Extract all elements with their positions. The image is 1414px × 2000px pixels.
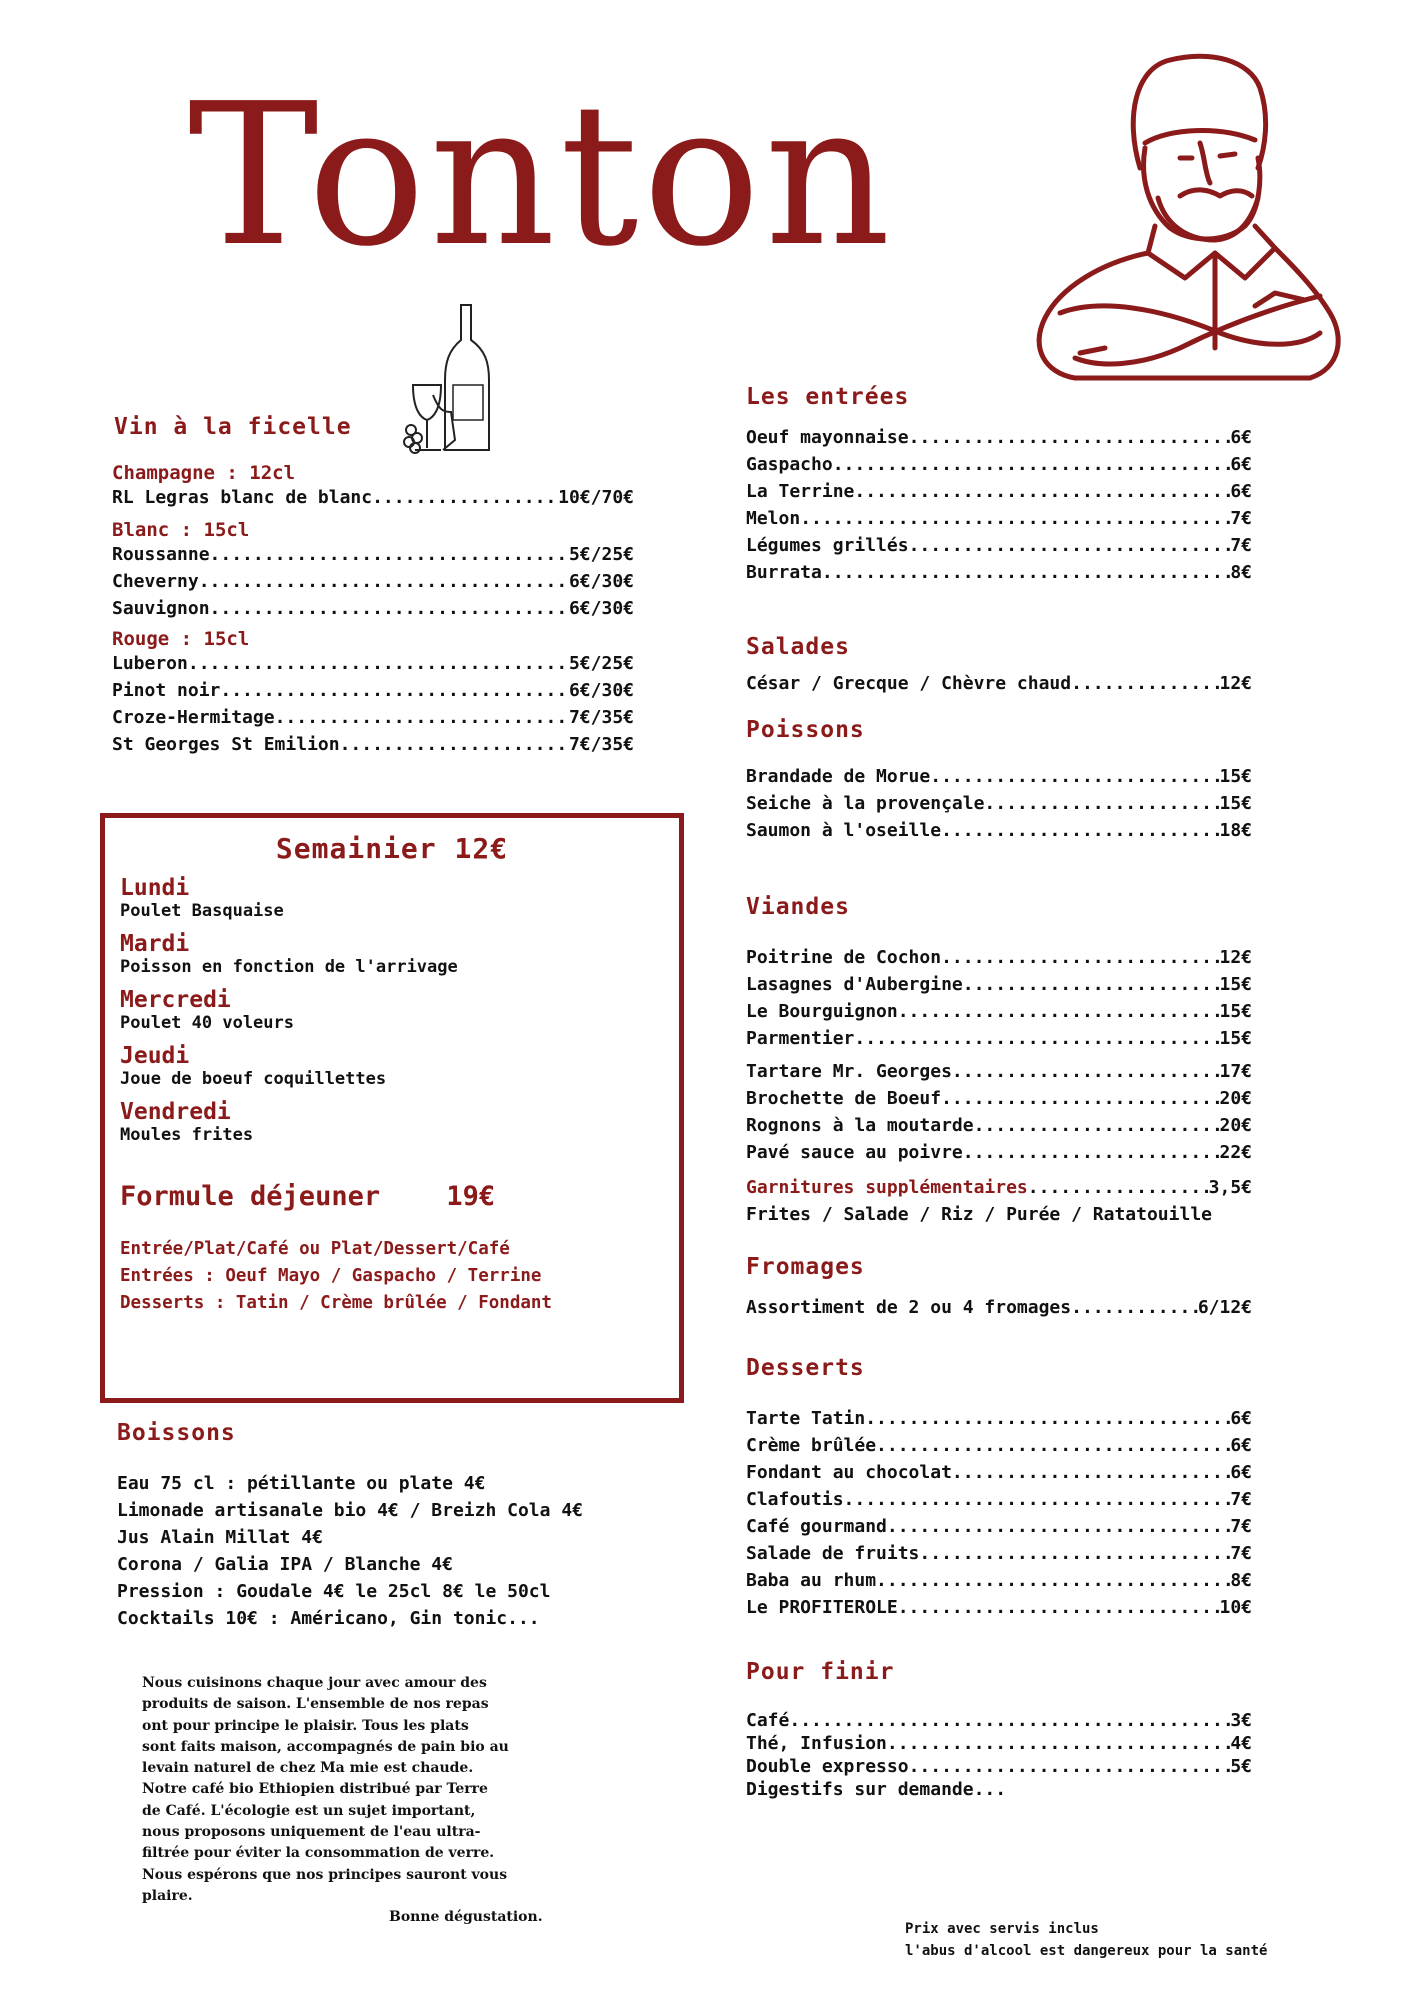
menu-item: Burrata ..... 8€ — [746, 559, 1252, 586]
formule-line: Entrée/Plat/Café ou Plat/Dessert/Café — [120, 1239, 510, 1259]
drink-line: Cocktails 10€ : Américano, Gin tonic... — [117, 1608, 540, 1629]
menu-item: Clafoutis ..... 7€ — [746, 1486, 1252, 1513]
section-title-viandes: Viandes — [746, 894, 850, 920]
menu-item: RL Legras blanc de blanc ..... 10€/70€ — [112, 484, 634, 511]
story-line: Nous cuisinons chaque jour avec amour des — [142, 1675, 487, 1691]
menu-item: Pavé sauce au poivre ..... 22€ — [746, 1139, 1252, 1166]
drink-line: Limonade artisanale bio 4€ / Breizh Cola 4€ — [117, 1500, 583, 1521]
menu-item: Le PROFITEROLE ..... 10€ — [746, 1594, 1252, 1621]
wine-category-blanc: Blanc : 15cl — [112, 519, 250, 541]
menu-item: Oeuf mayonnaise ..... 6€ — [746, 424, 1252, 451]
day-label: Mercredi — [120, 987, 231, 1013]
menu-item: Baba au rhum ..... 8€ — [746, 1567, 1252, 1594]
drink-line: Eau 75 cl : pétillante ou plate 4€ — [117, 1473, 486, 1494]
menu-item: St Georges St Emilion ..... 7€/35€ — [112, 731, 634, 758]
menu-item: La Terrine ..... 6€ — [746, 478, 1252, 505]
menu-item: Thé, Infusion ..... 4€ — [746, 1732, 1252, 1755]
wine-bottle-icon — [403, 300, 503, 460]
day-dish: Joue de boeuf coquillettes — [120, 1069, 387, 1089]
menu-item: Fondant au chocolat ..... 6€ — [746, 1459, 1252, 1486]
menu-item: Luberon ..... 5€/25€ — [112, 650, 634, 677]
menu-item: Rognons à la moutarde ..... 20€ — [746, 1112, 1252, 1139]
formule-heading — [120, 1181, 679, 1212]
menu-item: Gaspacho ..... 6€ — [746, 451, 1252, 478]
menu-item: Tartare Mr. Georges ..... 17€ — [746, 1058, 1252, 1085]
menu-item: Brandade de Morue ..... 15€ — [746, 763, 1252, 790]
formule-price: 19€ — [446, 1181, 496, 1212]
restaurant-title: Tonton — [188, 62, 895, 290]
story-line: sont faits maison, accompagnés de pain bio au — [142, 1738, 509, 1755]
menu-item: Seiche à la provençale ..... 15€ — [746, 790, 1252, 817]
story-line: de Café. L'écologie est un sujet important, — [142, 1802, 476, 1819]
drink-line: Corona / Galia IPA / Blanche 4€ — [117, 1554, 453, 1575]
story-line: produits de saison. L'ensemble de nos repas — [142, 1696, 489, 1713]
footer-line: l'abus d'alcool est dangereux pour la santé — [905, 1943, 1268, 1959]
menu-item: Sauvignon ..... 6€/30€ — [112, 595, 634, 622]
story-line: levain naturel de chez Ma mie est chaude. — [142, 1760, 474, 1777]
drink-line: Jus Alain Millat 4€ — [117, 1527, 323, 1548]
drink-line: Pression : Goudale 4€ le 25cl 8€ le 50cl — [117, 1581, 551, 1602]
boissons-list — [117, 1470, 583, 1632]
story-line: nous proposons uniquement de l'eau ultra- — [142, 1824, 481, 1841]
wine-category-rouge: Rouge : 15cl — [112, 628, 250, 650]
day-dish: Poulet Basquaise — [120, 901, 284, 921]
menu-item: César / Grecque / Chèvre chaud ..... 12€ — [746, 670, 1252, 697]
story-line: Notre café bio Ethiopien distribué par Terre — [142, 1781, 488, 1798]
menu-item: Parmentier ..... 15€ — [746, 1025, 1252, 1052]
story-line: ont pour principe le plaisir. Tous les plats — [142, 1717, 469, 1734]
restaurant-story — [142, 1673, 602, 1929]
formule-label: Formule déjeuner — [120, 1181, 381, 1212]
semainier-box — [100, 813, 684, 1403]
day-label: Jeudi — [120, 1043, 190, 1069]
section-title-fromages: Fromages — [746, 1254, 865, 1280]
footer-line: Prix avec servis inclus — [905, 1921, 1099, 1937]
menu-item: Tarte Tatin ..... 6€ — [746, 1405, 1252, 1432]
garnitures-list: Frites / Salade / Riz / Purée / Ratatouille — [746, 1204, 1212, 1225]
menu-item: Légumes grillés ..... 7€ — [746, 532, 1252, 559]
menu-item: Crème brûlée ..... 6€ — [746, 1432, 1252, 1459]
story-line: Nous espérons que nos principes sauront vous — [142, 1866, 508, 1883]
menu-item: Poitrine de Cochon ..... 12€ — [746, 944, 1252, 971]
menu-item: Brochette de Boeuf ..... 20€ — [746, 1085, 1252, 1112]
section-title-poissons: Poissons — [746, 717, 865, 743]
story-line: filtrée pour éviter la consommation de verre. — [142, 1845, 495, 1862]
section-title-wine: Vin à la ficelle — [114, 414, 352, 440]
day-label: Vendredi — [120, 1099, 231, 1125]
wine-category-champagne: Champagne : 12cl — [112, 462, 296, 484]
menu-item: Double expresso ..... 5€ — [746, 1755, 1252, 1778]
menu-item: Lasagnes d'Aubergine ..... 15€ — [746, 971, 1252, 998]
story-signoff: Bonne dégustation. — [389, 1909, 543, 1926]
menu-item: Assortiment de 2 ou 4 fromages ..... 6/12€ — [746, 1294, 1252, 1321]
menu-item: Saumon à l'oseille ..... 18€ — [746, 817, 1252, 844]
day-label: Lundi — [120, 875, 190, 901]
section-title-boissons: Boissons — [117, 1420, 236, 1446]
right-column — [746, 384, 1252, 1801]
day-dish: Moules frites — [120, 1125, 254, 1145]
section-title-salades: Salades — [746, 634, 850, 660]
wine-list — [112, 462, 634, 758]
formule-line: Desserts : Tatin / Crème brûlée / Fondant — [120, 1293, 552, 1313]
menu-item: Roussanne ..... 5€/25€ — [112, 541, 634, 568]
menu-item: Pinot noir ..... 6€/30€ — [112, 677, 634, 704]
menu-item: Café ..... 3€ — [746, 1709, 1252, 1732]
menu-item: Café gourmand ..... 7€ — [746, 1513, 1252, 1540]
semainier-title: Semainier 12€ — [275, 832, 509, 865]
section-title-entrees: Les entrées — [746, 384, 910, 410]
chef-mascot-icon — [1020, 48, 1350, 388]
menu-item: Cheverny ..... 6€/30€ — [112, 568, 634, 595]
section-title-desserts: Desserts — [746, 1355, 865, 1381]
day-dish: Poulet 40 voleurs — [120, 1013, 294, 1033]
menu-item: Le Bourguignon ..... 15€ — [746, 998, 1252, 1025]
digestifs-line: Digestifs sur demande... — [746, 1779, 1007, 1800]
menu-item: Croze-Hermitage ..... 7€/35€ — [112, 704, 634, 731]
formule-line: Entrées : Oeuf Mayo / Gaspacho / Terrine — [120, 1266, 542, 1286]
garnitures-row: Garnitures supplémentaires ..... 3,5€ — [746, 1174, 1252, 1201]
menu-item: Melon ..... 7€ — [746, 505, 1252, 532]
day-label: Mardi — [120, 931, 190, 957]
story-line: plaire. — [142, 1887, 193, 1904]
footer-note — [905, 1918, 1267, 1962]
section-title-pour-finir: Pour finir — [746, 1659, 895, 1685]
menu-item: Salade de fruits ..... 7€ — [746, 1540, 1252, 1567]
day-dish: Poisson en fonction de l'arrivage — [120, 957, 458, 977]
